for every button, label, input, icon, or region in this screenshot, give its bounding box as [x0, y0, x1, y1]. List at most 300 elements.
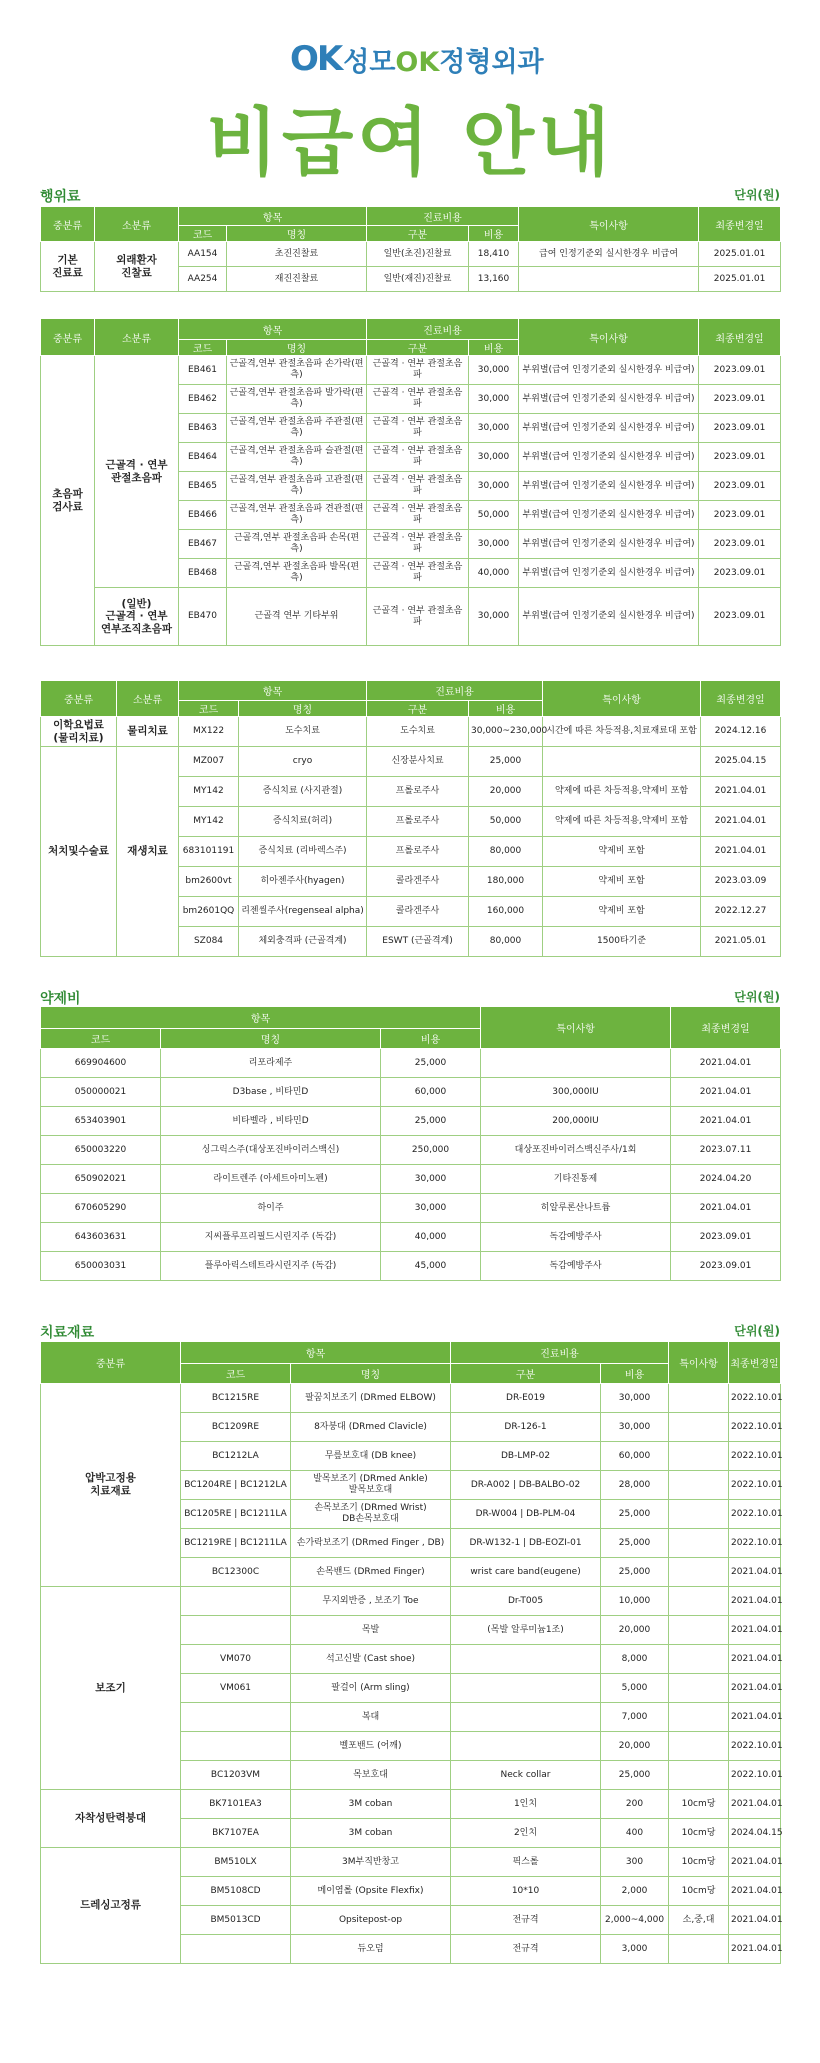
code-cell [181, 1732, 291, 1761]
name-cell: 도수치료 [239, 717, 367, 747]
date-cell: 2023.09.01 [699, 530, 781, 559]
table-row [41, 1194, 781, 1223]
code-cell [181, 1616, 291, 1645]
col-header-major: 중분류 [41, 1342, 181, 1384]
fee-cell: 30,000 [469, 385, 519, 414]
code-cell [181, 1587, 291, 1616]
note-cell: 부위별(급여 인정기준외 실시한경우 비급여) [519, 501, 699, 530]
name-cell: 라이트렌주 (아세트아미노펜) [161, 1165, 381, 1194]
note-cell [669, 1935, 729, 1964]
group-major: 보조기 [41, 1587, 181, 1790]
col-header-minor: 소분류 [95, 207, 179, 242]
name-cell: 플루아릭스테트라시린지주 (독감) [161, 1252, 381, 1281]
kind-cell: 근골격 · 연부 관절초음파 [367, 501, 469, 530]
date-cell: 2021.04.01 [729, 1587, 781, 1616]
code-cell: EB463 [179, 414, 227, 443]
hospital-logo [290, 38, 544, 80]
date-cell: 2021.04.01 [701, 777, 781, 807]
kind-cell: Dr-T005 [451, 1587, 601, 1616]
note-cell: 시간에 따른 차등적용,치료재료대 포함 [543, 717, 701, 747]
fee-cell: 300 [601, 1848, 669, 1877]
group-major: 기본 진료료 [41, 242, 95, 292]
fee-cell: 50,000 [469, 807, 543, 837]
fee-cell: 5,000 [601, 1674, 669, 1703]
col-header-name: 명칭 [239, 701, 367, 717]
table-row [41, 1078, 781, 1107]
date-cell: 2021.04.01 [729, 1848, 781, 1877]
note-cell [669, 1471, 729, 1500]
code-cell: BM510LX [181, 1848, 291, 1877]
col-header-fee: 비용 [601, 1364, 669, 1384]
date-cell: 2022.12.27 [701, 897, 781, 927]
fee-cell: 25,000 [381, 1107, 481, 1136]
note-cell [519, 267, 699, 292]
fee-cell: 28,000 [601, 1471, 669, 1500]
fee-cell: 2,000~4,000 [601, 1906, 669, 1935]
date-cell: 2021.05.01 [701, 927, 781, 957]
fee-cell: 30,000 [469, 356, 519, 385]
fee-cell: 18,410 [469, 242, 519, 267]
name-cell: 발목보조기 (DRmed Ankle) 발목보호대 [291, 1471, 451, 1500]
code-cell [181, 1935, 291, 1964]
note-cell [669, 1558, 729, 1587]
code-cell: 050000021 [41, 1078, 161, 1107]
ultrasound-fee-table [40, 318, 781, 646]
group-major: 이학요법료 (물리치료) [41, 717, 117, 747]
note-cell [669, 1761, 729, 1790]
note-cell: 약제에 따른 차등적용,약제비 포함 [543, 807, 701, 837]
note-cell: 부위별(급여 인정기준외 실시한경우 비급여) [519, 385, 699, 414]
kind-cell: DB-LMP-02 [451, 1442, 601, 1471]
code-cell: 650902021 [41, 1165, 161, 1194]
name-cell: 3M부직반창고 [291, 1848, 451, 1877]
code-cell: BC1205RE | BC1211LA [181, 1500, 291, 1529]
code-cell: BC1212LA [181, 1442, 291, 1471]
note-cell: 급여 인정기준외 실시한경우 비급여 [519, 242, 699, 267]
note-cell [669, 1616, 729, 1645]
section-title: 치료재료 [40, 1325, 95, 1341]
page-header [0, 0, 820, 186]
note-cell: 약제비 포함 [543, 837, 701, 867]
code-cell: BC1204RE | BC1212LA [181, 1471, 291, 1500]
fee-cell: 30,000 [601, 1413, 669, 1442]
fee-cell: 60,000 [381, 1078, 481, 1107]
date-cell: 2023.09.01 [699, 385, 781, 414]
code-cell: BC1215RE [181, 1384, 291, 1413]
group-minor: (일반) 근골격 · 연부 연부조직초음파 [95, 588, 179, 646]
drug-fee-table [40, 1006, 781, 1281]
col-header-date: 최종변경일 [671, 1007, 781, 1049]
date-cell: 2022.10.01 [729, 1413, 781, 1442]
col-header-name: 명칭 [161, 1029, 381, 1049]
date-cell: 2023.09.01 [671, 1223, 781, 1252]
col-header-date: 최종변경일 [729, 1342, 781, 1384]
col-header-kind: 구분 [451, 1364, 601, 1384]
col-header-fee: 비용 [469, 226, 519, 242]
col-header-cost: 진료비용 [367, 207, 519, 226]
table-row [41, 588, 781, 646]
date-cell: 2021.04.01 [701, 807, 781, 837]
name-cell: 메이염롤 (Opsite Flexfix) [291, 1877, 451, 1906]
fee-cell: 30,000 [601, 1384, 669, 1413]
fee-cell: 80,000 [469, 927, 543, 957]
name-cell: 3M coban [291, 1790, 451, 1819]
col-header-kind: 구분 [367, 226, 469, 242]
name-cell: 체외충격파 (근골격계) [239, 927, 367, 957]
code-cell: VM070 [181, 1645, 291, 1674]
table-row [41, 1587, 781, 1616]
name-cell: 근골격,연부 관절초음파 손가락(편측) [227, 356, 367, 385]
kind-cell: 근골격 · 연부 관절초음파 [367, 559, 469, 588]
fee-cell: 10,000 [601, 1587, 669, 1616]
kind-cell: ESWT (근골격계) [367, 927, 469, 957]
ok-logo-icon: OK [290, 39, 342, 79]
note-cell [669, 1413, 729, 1442]
name-cell: 석고신발 (Cast shoe) [291, 1645, 451, 1674]
kind-cell [451, 1674, 601, 1703]
col-header-name: 명칭 [227, 340, 367, 356]
code-cell: BC12300C [181, 1558, 291, 1587]
col-header-note: 특이사항 [519, 319, 699, 356]
name-cell: 초진진찰료 [227, 242, 367, 267]
name-cell: 근골격,연부 관절초음파 발목(편측) [227, 559, 367, 588]
code-cell: EB467 [179, 530, 227, 559]
name-cell: 팔꿈치보조기 (DRmed ELBOW) [291, 1384, 451, 1413]
col-header-code: 코드 [179, 701, 239, 717]
name-cell: 근골격,연부 관절초음파 슬관절(편측) [227, 443, 367, 472]
code-cell: BC1203VM [181, 1761, 291, 1790]
fee-cell: 3,000 [601, 1935, 669, 1964]
col-header-item: 항목 [181, 1342, 451, 1364]
note-cell: 1500타기준 [543, 927, 701, 957]
code-cell: EB468 [179, 559, 227, 588]
note-cell [669, 1703, 729, 1732]
table-row [41, 1107, 781, 1136]
fee-cell: 250,000 [381, 1136, 481, 1165]
name-cell: D3base , 비타민D [161, 1078, 381, 1107]
code-cell: VM061 [181, 1674, 291, 1703]
date-cell: 2024.12.16 [701, 717, 781, 747]
col-header-minor: 소분류 [95, 319, 179, 356]
fee-cell: 180,000 [469, 867, 543, 897]
note-cell: 약제에 따른 차등적용,약제비 포함 [543, 777, 701, 807]
code-cell: MX122 [179, 717, 239, 747]
date-cell: 2022.10.01 [729, 1442, 781, 1471]
note-cell [543, 747, 701, 777]
fee-cell: 25,000 [381, 1049, 481, 1078]
note-cell: 부위별(급여 인정기준외 실시한경우 비급여) [519, 559, 699, 588]
date-cell: 2021.04.01 [701, 837, 781, 867]
section-title: 행위료 [40, 189, 81, 205]
kind-cell: 근골격 · 연부 관절초음파 [367, 472, 469, 501]
unit-label: 단위(원) [734, 990, 780, 1004]
fee-cell: 160,000 [469, 897, 543, 927]
date-cell: 2025.01.01 [699, 267, 781, 292]
name-cell: 히아젠주사(hyagen) [239, 867, 367, 897]
code-cell: BM5108CD [181, 1877, 291, 1906]
code-cell: EB470 [179, 588, 227, 646]
material-fee-table [40, 1341, 781, 1964]
name-cell: 목보호대 [291, 1761, 451, 1790]
group-major: 압박고정용 치료재료 [41, 1384, 181, 1587]
date-cell: 2022.10.01 [729, 1732, 781, 1761]
code-cell: BC1209RE [181, 1413, 291, 1442]
date-cell: 2021.04.01 [671, 1078, 781, 1107]
kind-cell: 전규격 [451, 1906, 601, 1935]
col-header-major: 중분류 [41, 681, 117, 717]
date-cell: 2023.09.01 [699, 472, 781, 501]
date-cell: 2021.04.01 [671, 1194, 781, 1223]
note-cell: 부위별(급여 인정기준외 실시한경우 비급여) [519, 443, 699, 472]
fee-cell: 30,000 [469, 530, 519, 559]
col-header-major: 중분류 [41, 207, 95, 242]
code-cell: MY142 [179, 807, 239, 837]
table-row [41, 1252, 781, 1281]
date-cell: 2021.04.01 [729, 1935, 781, 1964]
fee-cell: 50,000 [469, 501, 519, 530]
date-cell: 2023.09.01 [699, 414, 781, 443]
kind-cell: 근골격 · 연부 관절초음파 [367, 356, 469, 385]
col-header-name: 명칭 [227, 226, 367, 242]
date-cell: 2025.01.01 [699, 242, 781, 267]
date-cell: 2023.03.09 [701, 867, 781, 897]
code-cell: AA154 [179, 242, 227, 267]
code-cell: BM5013CD [181, 1906, 291, 1935]
col-header-date: 최종변경일 [701, 681, 781, 717]
col-header-date: 최종변경일 [699, 207, 781, 242]
name-cell: 3M coban [291, 1819, 451, 1848]
code-cell: 683101191 [179, 837, 239, 867]
note-cell [669, 1732, 729, 1761]
fee-cell: 20,000 [469, 777, 543, 807]
kind-cell: DR-126-1 [451, 1413, 601, 1442]
kind-cell: Neck collar [451, 1761, 601, 1790]
col-header-cost: 진료비용 [367, 319, 519, 340]
col-header-item: 항목 [179, 207, 367, 226]
col-header-note: 특이사항 [519, 207, 699, 242]
kind-cell: 근골격 · 연부 관절초음파 [367, 588, 469, 646]
note-cell: 부위별(급여 인정기준외 실시한경우 비급여) [519, 472, 699, 501]
group-minor: 근골격 · 연부 관절초음파 [95, 356, 179, 588]
name-cell: 8자붕대 (DRmed Clavicle) [291, 1413, 451, 1442]
name-cell: 근골격 연부 기타부위 [227, 588, 367, 646]
section-header-procedure [40, 186, 780, 208]
col-header-code: 코드 [41, 1029, 161, 1049]
hospital-name: 성모OK정형외과 [343, 46, 544, 78]
kind-cell: DR-A002 | DB-BALBO-02 [451, 1471, 601, 1500]
date-cell: 2024.04.20 [671, 1165, 781, 1194]
name-cell: 근골격,연부 관절초음파 고관절(편측) [227, 472, 367, 501]
note-cell: 약제비 포함 [543, 867, 701, 897]
fee-cell: 30,000 [469, 443, 519, 472]
code-cell: bm2600vt [179, 867, 239, 897]
date-cell: 2022.10.01 [729, 1384, 781, 1413]
date-cell: 2023.09.01 [699, 443, 781, 472]
col-header-cost: 진료비용 [367, 681, 543, 701]
table-row [41, 356, 781, 385]
kind-cell: 프롤로주사 [367, 777, 469, 807]
name-cell: 손목밴드 (DRmed Finger) [291, 1558, 451, 1587]
col-header-minor: 소분류 [117, 681, 179, 717]
fee-cell: 400 [601, 1819, 669, 1848]
name-cell: 리젠씰주사(regenseal alpha) [239, 897, 367, 927]
kind-cell: 전규격 [451, 1935, 601, 1964]
note-cell: 부위별(급여 인정기준외 실시한경우 비급여) [519, 530, 699, 559]
table-row [41, 747, 781, 777]
date-cell: 2021.04.01 [671, 1049, 781, 1078]
name-cell: 손목보조기 (DRmed Wrist) DB손목보호대 [291, 1500, 451, 1529]
page-title: 비급여 안내 [206, 100, 614, 186]
note-cell: 소,중,대 [669, 1906, 729, 1935]
code-cell: AA254 [179, 267, 227, 292]
code-cell: 669904600 [41, 1049, 161, 1078]
name-cell: 근골격,연부 관절초음파 주관절(편측) [227, 414, 367, 443]
table-row [41, 1049, 781, 1078]
fee-cell: 200 [601, 1790, 669, 1819]
note-cell [481, 1049, 671, 1078]
fee-cell: 7,000 [601, 1703, 669, 1732]
kind-cell: wrist care band(eugene) [451, 1558, 601, 1587]
name-cell: 근골격,연부 관절초음파 견관절(편측) [227, 501, 367, 530]
code-cell: EB466 [179, 501, 227, 530]
kind-cell: (목발 알루미늄1조) [451, 1616, 601, 1645]
name-cell: 무릎보호대 (DB knee) [291, 1442, 451, 1471]
table-row [41, 1384, 781, 1413]
code-cell: 670605290 [41, 1194, 161, 1223]
date-cell: 2021.04.01 [729, 1877, 781, 1906]
code-cell [181, 1703, 291, 1732]
name-cell: 손가락보조기 (DRmed Finger , DB) [291, 1529, 451, 1558]
table-row [41, 1136, 781, 1165]
name-cell: 증식치료 (리바렉스주) [239, 837, 367, 867]
code-cell: EB465 [179, 472, 227, 501]
section-title: 약제비 [40, 991, 81, 1007]
note-cell: 10cm당 [669, 1790, 729, 1819]
code-cell: 650003220 [41, 1136, 161, 1165]
fee-cell: 30,000 [469, 414, 519, 443]
fee-cell: 8,000 [601, 1645, 669, 1674]
note-cell: 300,000IU [481, 1078, 671, 1107]
note-cell: 독감예방주사 [481, 1223, 671, 1252]
table-row [41, 1165, 781, 1194]
code-cell: EB462 [179, 385, 227, 414]
col-header-kind: 구분 [367, 340, 469, 356]
date-cell: 2023.09.01 [699, 501, 781, 530]
name-cell: 목발 [291, 1616, 451, 1645]
therapy-fee-table [40, 680, 781, 957]
group-major: 드레싱고정류 [41, 1848, 181, 1964]
col-header-item: 항목 [179, 319, 367, 340]
note-cell: 독감예방주사 [481, 1252, 671, 1281]
note-cell [669, 1500, 729, 1529]
code-cell: BK7101EA3 [181, 1790, 291, 1819]
note-cell [669, 1384, 729, 1413]
kind-cell: 일반(초진)진찰료 [367, 242, 469, 267]
date-cell: 2021.04.01 [729, 1616, 781, 1645]
name-cell: cryo [239, 747, 367, 777]
fee-cell: 30,000 [381, 1165, 481, 1194]
kind-cell: 일반(재진)진찰료 [367, 267, 469, 292]
fee-cell: 25,000 [601, 1500, 669, 1529]
col-header-fee: 비용 [469, 340, 519, 356]
note-cell: 대상포진바이러스백신주사/1회 [481, 1136, 671, 1165]
table-row [41, 1223, 781, 1252]
table-row [41, 1790, 781, 1819]
note-cell [669, 1587, 729, 1616]
kind-cell: DR-E019 [451, 1384, 601, 1413]
note-cell: 부위별(급여 인정기준외 실시한경우 비급여) [519, 588, 699, 646]
name-cell: 증식치료(허리) [239, 807, 367, 837]
code-cell: 653403901 [41, 1107, 161, 1136]
date-cell: 2021.04.01 [729, 1703, 781, 1732]
name-cell: 무지외반증 , 보조기 Toe [291, 1587, 451, 1616]
table-row [41, 717, 781, 747]
unit-label: 단위(원) [734, 188, 780, 202]
kind-cell: 콜라겐주사 [367, 897, 469, 927]
fee-cell: 25,000 [601, 1529, 669, 1558]
note-cell [669, 1645, 729, 1674]
name-cell: 벨포밴드 (어깨) [291, 1732, 451, 1761]
note-cell [669, 1442, 729, 1471]
note-cell: 약제비 포함 [543, 897, 701, 927]
fee-cell: 80,000 [469, 837, 543, 867]
col-header-item: 항목 [179, 681, 367, 701]
note-cell: 10cm당 [669, 1877, 729, 1906]
unit-label: 단위(원) [734, 1324, 780, 1338]
code-cell: MY142 [179, 777, 239, 807]
fee-cell: 30,000 [469, 472, 519, 501]
fee-cell: 45,000 [381, 1252, 481, 1281]
fee-cell: 20,000 [601, 1616, 669, 1645]
name-cell: Opsitepost-op [291, 1906, 451, 1935]
date-cell: 2021.04.01 [729, 1790, 781, 1819]
kind-cell [451, 1703, 601, 1732]
name-cell: 팔걸이 (Arm sling) [291, 1674, 451, 1703]
name-cell: 싱그릭스주(대상포진바이러스백신) [161, 1136, 381, 1165]
note-cell [669, 1674, 729, 1703]
group-major: 자착성탄력붕대 [41, 1790, 181, 1848]
date-cell: 2022.10.01 [729, 1500, 781, 1529]
date-cell: 2021.04.01 [671, 1107, 781, 1136]
date-cell: 2025.04.15 [701, 747, 781, 777]
fee-cell: 13,160 [469, 267, 519, 292]
group-major: 처치및수술료 [41, 747, 117, 957]
col-header-name: 명칭 [291, 1364, 451, 1384]
name-cell: 지씨플루프리필드시린지주 (독감) [161, 1223, 381, 1252]
kind-cell: 프롤로주사 [367, 807, 469, 837]
kind-cell: DR-W132-1 | DB-EOZI-01 [451, 1529, 601, 1558]
code-cell: 650003031 [41, 1252, 161, 1281]
kind-cell: 2인치 [451, 1819, 601, 1848]
fee-cell: 30,000 [469, 588, 519, 646]
name-cell: 복대 [291, 1703, 451, 1732]
code-cell: EB461 [179, 356, 227, 385]
group-major: 초음파 검사료 [41, 356, 95, 646]
date-cell: 2023.09.01 [699, 588, 781, 646]
col-header-date: 최종변경일 [699, 319, 781, 356]
kind-cell: 도수치료 [367, 717, 469, 747]
fee-cell: 2,000 [601, 1877, 669, 1906]
note-cell: 기타진통제 [481, 1165, 671, 1194]
kind-cell: 픽스롤 [451, 1848, 601, 1877]
fee-cell: 20,000 [601, 1732, 669, 1761]
note-cell: 부위별(급여 인정기준외 실시한경우 비급여) [519, 414, 699, 443]
name-cell: 증식치료 (사지관절) [239, 777, 367, 807]
code-cell: 643603631 [41, 1223, 161, 1252]
col-header-fee: 비용 [381, 1029, 481, 1049]
kind-cell: 10*10 [451, 1877, 601, 1906]
table-row [41, 1848, 781, 1877]
